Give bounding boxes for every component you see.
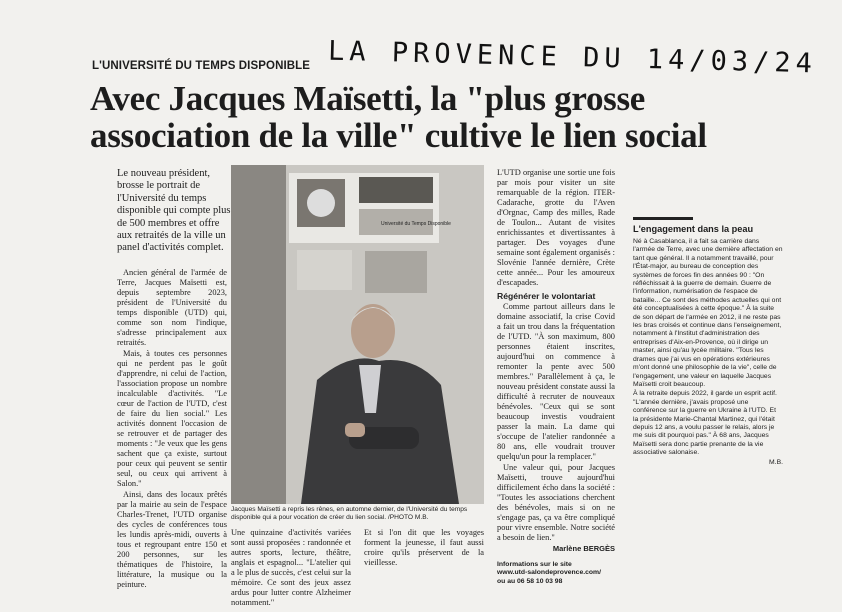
- info-label: Informations sur le site: [497, 561, 572, 568]
- article-column-3: [497, 168, 615, 554]
- caption-text: Jacques Maïsetti a repris les rênes, en automne dernier, de l'Université du temps disponible qui a pour vocation de créer du lien social.: [231, 506, 468, 521]
- paragraph: Ainsi, dans des locaux prêtés par la mairie au sein de l'espace Charles-Trenet, l'UTD organise des cycles de conférences tous les lundis après-midi, ouverts à tous et regroupant entre 150 et 200 personnes, sur les thématiques de l'histoire, la littérature, la musique ou la peinture.: [117, 490, 227, 589]
- paragraph: Ancien général de l'armée de Terre, Jacques Maïsetti est, depuis septembre 2023, président de l'Université du temps disponible (UTD) qui, comme son nom l'indique, s'adresse principalement aux retraités.: [117, 268, 227, 347]
- author-signature: Marlène BERGÈS: [552, 544, 615, 553]
- phone-number: ou au 06 58 10 03 98: [497, 577, 563, 585]
- handwritten-source-note: LA PROVENCE DU 14/03/24: [327, 35, 818, 80]
- sidebar-paragraph: Né à Casablanca, il a fait sa carrière dans l'armée de Terre, avec une dernière affectation en tant que général. Il a notamment travaillé, pour l'État-major, au bureau de conception des systèmes de forces fin des années 90 : "On réfléchissait à la guerre de demain. Guerre de l'information, numérisation de l'espace de bataille... Ce sont des méthodes actuelles qui ont été conceptualisées à cette époque." À la suite de son départ de l'armée en 2012, il ne reste pas les bras croisés et continue dans l'enseignement, notamment à l'Institut d'administration des entreprises d'Aix-en-Provence, où il dirige un master, ainsi qu'au lycée militaire. "Tous les drames que j'ai vus en opérations extérieures m'ont donné une philosophie de la vie", celle de l'engagement, une valeur en laquelle Jacques Maïsetti croit beaucoup.: [633, 238, 783, 388]
- paragraph: Une valeur qui, pour Jacques Maïsetti, trouve aujourd'hui difficilement écho dans la société : "Toutes les associations cherchent des bénévoles, mais si on ne s'engage pas, ça va être compliqué pour vivre ensemble. Notre société a besoin de lien.": [497, 463, 615, 542]
- article-column-1: [117, 268, 227, 591]
- photo-credit: /PHOTO M.B.: [387, 514, 429, 521]
- poster-text: Université du Temps Disponible: [381, 221, 451, 227]
- article-lede: Le nouveau président, brosse le portrait de l'Université du temps disponible qui compte plus de 500 membres et offre aux retraités de la ville un panel d'activités complet.: [117, 168, 231, 254]
- section-subhead: Régénérer le volontariat: [497, 291, 596, 301]
- sidebar-signature: M.B.: [769, 458, 783, 466]
- sidebar-title: L'engagement dans la peau: [633, 224, 754, 234]
- sidebar-paragraph: À la retraite depuis 2022, il garde un esprit actif. "L'année dernière, j'avais proposé une conférence sur la guerre en Ukraine à l'UTD. Et la présidente Marie-Chantal Martinez, qui l'était depuis 12 ans, a voulu passer le relais, alors je me suis dit pourquoi pas." À 68 ans, Jacques Maïsetti sera donc partie prenante de la vie associative salonaise.: [633, 390, 777, 457]
- paragraph: Comme partout ailleurs dans le domaine associatif, la crise Covid a fait un trou dans la fréquentation de l'UTD. "À son maximum, 800 personnes étaient inscrites, aujourd'hui on commence à remonter la pente avec 500 membres." Parallèlement à ça, le nouveau président constate aussi la difficulté à recruter de nouveaux bénévoles. "Ceux qui se sont beaucoup investis voudraient passer la main. La dame qui s'occupe de l'atelier randonnée a 80 ans, elle voudrait trouver quelqu'un pour la remplacer.": [497, 302, 615, 461]
- info-box: [497, 561, 615, 586]
- section-kicker: L'UNIVERSITÉ DU TEMPS DISPONIBLE: [92, 60, 311, 72]
- article-headline: Avec Jacques Maïsetti, la "plus grosse association de la ville" cultive le lien social: [90, 79, 707, 155]
- column-2-continuation: [231, 528, 351, 608]
- sidebar-rule: [633, 217, 693, 220]
- website-link[interactable]: www.utd-salondeprovence.com/: [497, 569, 601, 577]
- paragraph: Mais, à toutes ces personnes qui ne perdent pas le goût d'apprendre, ni celui de l'action, l'association propose un nombre incalculable d'activités. "Le cœur de l'action de l'UTD, c'est de faire du lien social." Les activités donnent l'occasion de se retrouver et de partager des moments : "Je veux que les gens sachent que ça existe, surtout pour ceux qui peuvent se sentir seul, ou ceux qui arrivent à Salon.": [117, 349, 227, 488]
- sidebar-box: [633, 217, 783, 467]
- photo-illustration: [231, 165, 484, 504]
- paragraph: L'UTD organise une sortie une fois par mois pour visiter un site remarquable de la région. ITER-Cadarache, grotte du l'Aven d'Orgnac, Camp des milles, Rade de Toulon... Autant de visites enrichissantes et divertissantes à partager. Des voyages d'une semaine sont également organisés : Slovénie l'année dernière, Crète cette année... Pour les amoureux d'escapades.: [497, 168, 615, 287]
- photo-caption: [231, 506, 484, 522]
- column-3-start: [364, 528, 484, 568]
- paragraph: Une quinzaine d'activités variées sont aussi proposées : randonnée et autres sports, lecture, théâtre, anglais et espagnol... "L'atelier qui a le plus de succès, c'est celui sur la mémoire. Ce sont des jeux assez ardus pour lutter contre Alzheimer notamment.": [231, 528, 351, 607]
- article-photo: [231, 165, 484, 504]
- paragraph: Et si l'on dit que les voyages forment la jeunesse, il faut aussi croire qu'ils préservent de la vieillesse.: [364, 528, 484, 567]
